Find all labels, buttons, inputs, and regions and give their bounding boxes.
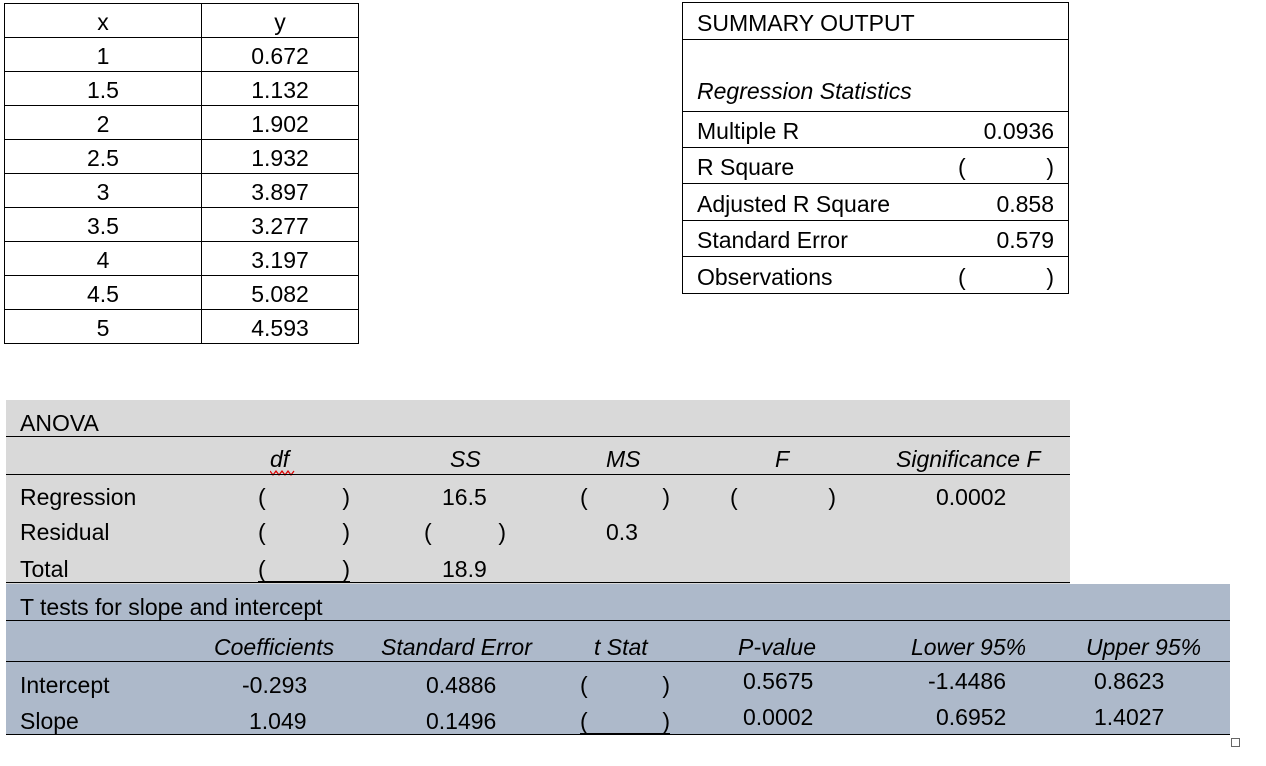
- summary-row: [683, 184, 1068, 221]
- anova-header-ms: MS: [606, 446, 641, 472]
- anova-row-label: Residual: [20, 519, 110, 545]
- t-tests-row-label: Intercept: [20, 672, 110, 698]
- paren-close: ): [662, 708, 670, 734]
- y-cell: 3.197: [202, 242, 359, 276]
- paren-close: ): [662, 484, 670, 510]
- summary-value: 0.579: [996, 227, 1054, 253]
- t-tests-table: [6, 584, 1230, 735]
- paren-open: (: [580, 708, 588, 734]
- summary-title-row: [683, 3, 1068, 40]
- anova-row-label: Regression: [20, 484, 137, 510]
- y-cell: 3.897: [202, 174, 359, 208]
- anova-header-f: F: [775, 446, 790, 472]
- t-tests-header-t-stat: t Stat: [594, 634, 648, 660]
- paren-close: ): [662, 672, 670, 698]
- anova-divider: [6, 474, 1070, 475]
- xy-data-table: [4, 3, 359, 344]
- anova-significance-f-value: 0.0002: [936, 484, 1007, 510]
- standard-error-value: 0.4886: [426, 672, 497, 698]
- anova-blank-df: [258, 556, 350, 583]
- anova-blank-f: [730, 484, 836, 511]
- x-cell: 4.5: [5, 276, 202, 310]
- anova-header-df: df: [270, 446, 290, 472]
- xy-data-row: [5, 276, 359, 310]
- regression-statistics-heading: Regression Statistics: [697, 78, 912, 104]
- y-cell: 0.672: [202, 38, 359, 72]
- xy-data-row: [5, 72, 359, 106]
- paren-close: ): [828, 484, 836, 510]
- anova-header-ss: SS: [450, 446, 481, 472]
- anova-divider: [6, 582, 1070, 583]
- upper-95-value: 1.4027: [1094, 704, 1165, 730]
- y-cell: y: [202, 4, 359, 38]
- summary-label: Adjusted R Square: [697, 191, 891, 217]
- xy-data-row: [5, 174, 359, 208]
- summary-label: Multiple R: [697, 118, 800, 144]
- y-cell: 1.902: [202, 106, 359, 140]
- summary-label: R Square: [697, 154, 795, 180]
- t-tests-header-coefficients: Coefficients: [214, 634, 335, 660]
- y-cell: 3.277: [202, 208, 359, 242]
- paren-open: (: [958, 154, 966, 180]
- t-tests-header-standard-error: Standard Error: [381, 634, 532, 660]
- xy-data-row: [5, 208, 359, 242]
- summary-value-blank: [944, 264, 1054, 291]
- x-cell: 2.5: [5, 140, 202, 174]
- paren-open: (: [424, 519, 432, 545]
- y-cell: 5.082: [202, 276, 359, 310]
- summary-row: [683, 148, 1068, 184]
- y-cell: 1.132: [202, 72, 359, 106]
- paren-open: (: [258, 556, 266, 582]
- t-tests-header-upper-95: Upper 95%: [1086, 634, 1202, 660]
- anova-blank-df: [258, 484, 350, 511]
- t-stat-blank: [580, 672, 670, 699]
- anova-blank-ss: [424, 519, 506, 546]
- paren-close: ): [342, 484, 350, 510]
- spellcheck-squiggle-icon: [270, 470, 296, 476]
- lower-95-value: 0.6952: [936, 704, 1007, 730]
- summary-value: 0.0936: [983, 118, 1054, 144]
- coefficient-value: 1.049: [249, 708, 307, 734]
- anova-title: ANOVA: [20, 410, 99, 436]
- y-cell: 1.932: [202, 140, 359, 174]
- t-tests-title: T tests for slope and intercept: [20, 594, 323, 620]
- paren-close: ): [342, 519, 350, 545]
- xy-data-row: [5, 140, 359, 174]
- paren-open: (: [258, 484, 266, 510]
- summary-label: Standard Error: [697, 227, 848, 253]
- summary-value-blank: [944, 154, 1054, 181]
- anova-blank-df: [258, 519, 350, 546]
- paren-open: (: [730, 484, 738, 510]
- lower-95-value: -1.4486: [928, 668, 1007, 694]
- y-cell: 4.593: [202, 310, 359, 344]
- anova-ss-value: 18.9: [442, 556, 487, 582]
- xy-data-row: [5, 38, 359, 72]
- paren-open: (: [580, 484, 588, 510]
- summary-row: [683, 257, 1068, 293]
- summary-row: [683, 112, 1068, 148]
- t-tests-header-lower-95: Lower 95%: [911, 634, 1027, 660]
- xy-header-row: [5, 4, 359, 38]
- anova-ms-value: 0.3: [606, 519, 638, 545]
- paren-close: ): [498, 519, 506, 545]
- standard-error-value: 0.1496: [426, 708, 497, 734]
- paren-open: (: [580, 672, 588, 698]
- anova-ss-value: 16.5: [442, 484, 487, 510]
- x-cell: 5: [5, 310, 202, 344]
- coefficient-value: -0.293: [242, 672, 308, 698]
- paren-open: (: [958, 264, 966, 290]
- summary-row: [683, 221, 1068, 257]
- regression-statistics-row: [683, 40, 1068, 112]
- summary-title: SUMMARY OUTPUT: [697, 10, 915, 36]
- x-cell: x: [5, 4, 202, 38]
- paren-close: ): [342, 556, 350, 582]
- anova-divider: [6, 436, 1070, 437]
- summary-value: 0.858: [996, 191, 1054, 217]
- t-tests-row-label: Slope: [20, 708, 79, 734]
- t-tests-divider: [6, 661, 1230, 662]
- anova-table: [6, 400, 1070, 584]
- anova-header-significance-f: Significance F: [896, 446, 1041, 472]
- t-tests-header-p-value: P-value: [738, 634, 816, 660]
- xy-data-row: [5, 242, 359, 276]
- x-cell: 3: [5, 174, 202, 208]
- p-value: 0.0002: [743, 704, 814, 730]
- x-cell: 1.5: [5, 72, 202, 106]
- t-tests-divider: [6, 620, 1230, 621]
- upper-95-value: 0.8623: [1094, 668, 1165, 694]
- summary-label: Observations: [697, 264, 833, 290]
- resize-handle[interactable]: [1231, 738, 1240, 747]
- xy-data-row: [5, 310, 359, 344]
- paren-close: ): [1046, 264, 1054, 290]
- anova-row-label: Total: [20, 556, 69, 582]
- xy-data-row: [5, 106, 359, 140]
- x-cell: 3.5: [5, 208, 202, 242]
- x-cell: 2: [5, 106, 202, 140]
- x-cell: 4: [5, 242, 202, 276]
- paren-open: (: [258, 519, 266, 545]
- anova-blank-ms: [580, 484, 670, 511]
- t-tests-divider: [6, 734, 1230, 735]
- paren-close: ): [1046, 154, 1054, 180]
- p-value: 0.5675: [743, 668, 814, 694]
- summary-output-panel: [682, 2, 1069, 294]
- t-stat-blank: [580, 708, 670, 735]
- x-cell: 1: [5, 38, 202, 72]
